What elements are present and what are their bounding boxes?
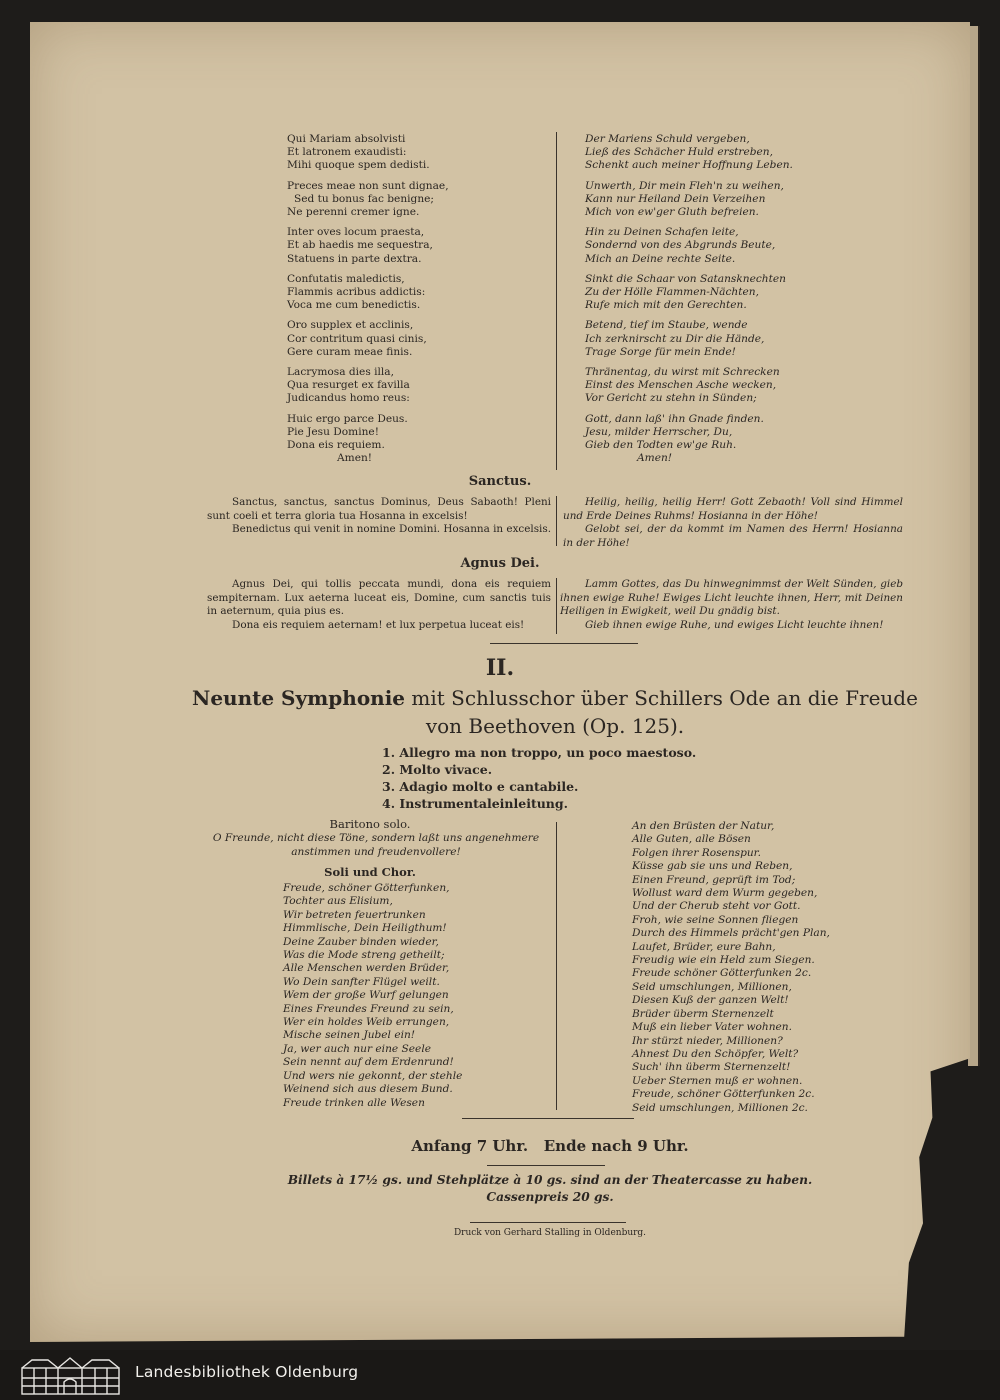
- stanza: [287, 413, 537, 466]
- ode-line: Laufet, Brüder, eure Bahn,: [632, 940, 776, 953]
- ode-line: Wo Dein sanfter Flügel weilt.: [283, 975, 440, 988]
- sanctus-latin: [207, 496, 551, 537]
- agnus-german: [560, 578, 903, 632]
- verse-line: Rufe mich mit den Gerechten.: [585, 299, 747, 312]
- agnus-title: Agnus Dei.: [460, 556, 540, 571]
- stanza: [585, 133, 885, 173]
- verse-line: Gere curam meae finis.: [287, 345, 413, 358]
- verse-line: Jesu, milder Herrscher, Du,: [585, 425, 733, 438]
- stanza: [287, 133, 537, 173]
- ode-line: Folgen ihrer Rosenspur.: [632, 846, 761, 859]
- section-rule: [487, 1165, 605, 1166]
- ode-line: Freudig wie ein Held zum Siegen.: [632, 954, 815, 967]
- stanza: [585, 180, 885, 220]
- ode-line: Ueber Sternen muß er wohnen.: [632, 1074, 803, 1087]
- ode-right-column: [632, 820, 882, 1115]
- ticket-info: [170, 1172, 930, 1206]
- baritone-label: Baritono solo.: [329, 817, 411, 831]
- column-divider: [556, 822, 557, 1110]
- latin-verses: [287, 133, 537, 472]
- ode-line: Eines Freundes Freund zu sein,: [283, 1002, 454, 1015]
- ode-line: Seid umschlungen, Millionen 2c.: [632, 1101, 808, 1114]
- movement-item: 3. Adagio molto e cantabile.: [382, 779, 579, 794]
- movement-list: [382, 744, 696, 812]
- symphony-composer: von Beethoven (Op. 125).: [425, 714, 685, 738]
- ode-line: Alle Guten, alle Bösen: [632, 833, 751, 846]
- concert-times: Anfang 7 Uhr. Ende nach 9 Uhr.: [411, 1137, 689, 1155]
- verse-line: Mihi quoque spem dedisti.: [287, 159, 430, 172]
- verse-line: Trage Sorge für mein Ende!: [585, 345, 736, 358]
- verse-line: Dona eis requiem.: [287, 439, 385, 452]
- stanza: [585, 319, 885, 359]
- verse-line: Qua resurget ex favilla: [287, 379, 410, 392]
- verse-line: Unwerth, Dir mein Fleh'n zu weihen,: [585, 179, 784, 192]
- ode-line: Ahnest Du den Schöpfer, Welt?: [632, 1047, 799, 1060]
- sanctus-latin-2: Benedictus qui venit in nomine Domini. Hosanna in excelsis.: [232, 523, 552, 535]
- ode-line: Ja, wer auch nur eine Seele: [283, 1042, 431, 1055]
- movement-item: 1. Allegro ma non troppo, un poco maestoso.: [382, 745, 697, 760]
- verse-line: Confutatis maledictis,: [287, 272, 405, 285]
- ode-line: Alle Menschen werden Brüder,: [283, 962, 450, 975]
- verse-line: Zu der Hölle Flammen-Nächten,: [585, 286, 759, 299]
- verse-line: Mich an Deine rechte Seite.: [585, 252, 736, 265]
- ode-line: Ihr stürzt nieder, Millionen?: [632, 1034, 783, 1047]
- agnus-german-2: Gieb ihnen ewige Ruhe, und ewiges Licht leuchte ihnen!: [585, 618, 884, 631]
- verse-line: Judicandus homo reus:: [287, 392, 410, 405]
- verse-line: Cor contritum quasi cinis,: [287, 332, 427, 345]
- agnus-latin: [207, 578, 551, 632]
- ode-line: Freude, schöner Götterfunken,: [283, 882, 450, 894]
- section-rule: [462, 1118, 634, 1119]
- library-footer: [0, 1350, 1000, 1400]
- verse-line: Ließ des Schächer Huld erstreben,: [585, 146, 773, 159]
- ode-left-column: [283, 882, 553, 1110]
- verse-line: Thränentag, du wirst mit Schrecken: [585, 366, 780, 379]
- ode-line: Muß ein lieber Vater wohnen.: [632, 1021, 792, 1034]
- library-building-icon: [18, 1356, 123, 1396]
- symphony-title: [150, 686, 960, 710]
- section-rule: [490, 643, 638, 644]
- stanza: [287, 180, 537, 220]
- sanctus-title: Sanctus.: [468, 474, 532, 489]
- stanza: [585, 226, 885, 266]
- verse-line: Amen!: [337, 452, 373, 465]
- verse-line: Schenkt auch meiner Hoffnung Leben.: [585, 159, 793, 172]
- library-name: Landesbibliothek Oldenburg: [135, 1363, 359, 1381]
- ode-line: Freude schöner Götterfunken 2c.: [632, 967, 812, 980]
- ode-line: Wir betreten feuertrunken: [283, 908, 426, 921]
- verse-line: Vor Gericht zu stehn in Sünden;: [585, 392, 757, 405]
- stanza: [287, 366, 537, 406]
- column-divider: [556, 132, 557, 470]
- verse-line: Sondernd von des Abgrunds Beute,: [585, 239, 776, 252]
- baritone-text-1: O Freunde, nicht diese Töne, sondern laßt uns angenehmere: [212, 832, 540, 844]
- verse-line: Ne perenni cremer igne.: [287, 206, 420, 219]
- sanctus-latin-1: Sanctus, sanctus, sanctus Dominus, Deus Sabaoth! Pleni sunt coeli et terra gloria tua Hosanna in excelsis!: [207, 496, 551, 522]
- baritone-text: [190, 832, 562, 859]
- printer-imprint: Druck von Gerhard Stalling in Oldenburg.: [453, 1228, 647, 1238]
- ode-line: Durch des Himmels prächt'gen Plan,: [632, 927, 830, 940]
- baritone-text-2: anstimmen und freudenvollere!: [291, 845, 461, 858]
- stanza: [287, 319, 537, 359]
- ode-line: Froh, wie seine Sonnen fliegen: [632, 913, 799, 926]
- ode-line: Freude, schöner Götterfunken 2c.: [632, 1088, 815, 1101]
- stanza: [287, 226, 537, 266]
- stanza: [585, 273, 885, 313]
- verse-line: Voca me cum benedictis.: [287, 299, 421, 312]
- verse-line: Et latronem exaudisti:: [287, 146, 407, 159]
- stanza: [585, 366, 885, 406]
- ode-line: Freude trinken alle Wesen: [283, 1096, 425, 1109]
- verse-line: Sinkt die Schaar von Satansknechten: [585, 272, 786, 285]
- verse-line: Hin zu Deinen Schafen leite,: [585, 226, 739, 239]
- ode-line: Wer ein holdes Weib errungen,: [283, 1016, 450, 1029]
- ticket-info-2: Cassenpreis 20 gs.: [486, 1190, 614, 1204]
- verse-line: Oro supplex et acclinis,: [287, 319, 414, 332]
- verse-line: Kann nur Heiland Dein Verzeihen: [585, 192, 766, 205]
- verse-line: Betend, tief im Staube, wende: [585, 319, 748, 332]
- verse-line: Der Mariens Schuld vergeben,: [585, 133, 750, 145]
- verse-line: Preces meae non sunt dignae,: [287, 179, 449, 192]
- sanctus-german-1: Heilig, heilig, heilig Herr! Gott Zebaoth! Voll sind Himmel und Erde Deines Ruhms! Hosianna in der Höhe!: [563, 496, 903, 522]
- ode-line: Brüder überm Sternenzelt: [632, 1007, 774, 1020]
- verse-line: Mich von ew'ger Gluth befreien.: [585, 206, 759, 219]
- verse-line: Et ab haedis me sequestra,: [287, 239, 433, 252]
- ode-line: Wem der große Wurf gelungen: [283, 989, 449, 1002]
- ode-line: Einen Freund, geprüft im Tod;: [632, 873, 796, 886]
- verse-line: Sed tu bonus fac benigne;: [294, 192, 434, 205]
- symphony-title-rest: mit Schlusschor über Schillers Ode an die Freude: [411, 686, 918, 710]
- verse-line: Ich zerknirscht zu Dir die Hände,: [585, 332, 765, 345]
- ode-line: Sein nennt auf dem Erdenrund!: [283, 1056, 454, 1069]
- ode-line: An den Brüsten der Natur,: [632, 820, 775, 832]
- movement-item: 2. Molto vivace.: [382, 762, 493, 777]
- ode-line: Diesen Kuß der ganzen Welt!: [632, 994, 789, 1007]
- ode-line: Deine Zauber binden wieder,: [283, 935, 439, 948]
- stanza: [287, 273, 537, 313]
- ode-line: Und wers nie gekonnt, der stehle: [283, 1069, 463, 1082]
- verse-line: Statuens in parte dextra.: [287, 252, 422, 265]
- ode-line: Such' ihn überm Sternenzelt!: [632, 1061, 791, 1074]
- ode-line: Himmlische, Dein Heiligthum!: [283, 922, 447, 935]
- ticket-info-1: Billets à 17½ gs. und Stehplätze à 10 gs. sind an der Theatercasse zu haben.: [287, 1173, 813, 1187]
- verse-line: Einst des Menschen Asche wecken,: [585, 379, 777, 392]
- ode-line: Tochter aus Elisium,: [283, 895, 393, 908]
- symphony-title-bold: Neunte Symphonie: [192, 686, 406, 710]
- part-numeral: II.: [485, 655, 515, 681]
- ode-line: Und der Cherub steht vor Gott.: [632, 900, 801, 913]
- sanctus-german: [563, 496, 903, 550]
- verse-line: Lacrymosa dies illa,: [287, 366, 394, 379]
- verse-line: Gott, dann laß' ihn Gnade finden.: [585, 412, 764, 425]
- german-verses: [585, 133, 885, 472]
- verse-line: Amen!: [637, 452, 673, 465]
- verse-line: Huic ergo parce Deus.: [287, 412, 408, 425]
- verse-line: Qui Mariam absolvisti: [287, 133, 406, 145]
- ode-line: Küsse gab sie uns und Reben,: [632, 860, 793, 873]
- verse-line: Flammis acribus addictis:: [287, 286, 426, 299]
- verse-line: Gieb den Todten ew'ge Ruh.: [585, 439, 737, 452]
- chorus-label: Soli und Chor.: [324, 865, 416, 879]
- verse-line: Inter oves locum praesta,: [287, 226, 425, 239]
- column-divider: [556, 496, 557, 546]
- ode-line: Was die Mode streng getheilt;: [283, 949, 445, 962]
- section-rule: [470, 1222, 626, 1223]
- ode-line: Weinend sich aus diesem Bund.: [283, 1083, 453, 1096]
- agnus-german-1: Lamm Gottes, das Du hinwegnimmst der Welt Sünden, gieb ihnen ewige Ruhe! Ewiges Licht leuchte ihnen, Herr, mit Deinen Heiligen in Ewigkeit, weil Du gnädig bist.: [560, 578, 903, 617]
- stanza: [585, 413, 885, 466]
- ode-line: Mische seinen Jubel ein!: [283, 1029, 416, 1042]
- verse-line: Pie Jesu Domine!: [287, 425, 379, 438]
- movement-item: 4. Instrumentaleinleitung.: [382, 796, 568, 811]
- agnus-latin-1: Agnus Dei, qui tollis peccata mundi, dona eis requiem sempiternam. Lux aeterna luceat eis, Domine, cum sanctis tuis in aeternum, quia pius es.: [207, 578, 551, 617]
- column-divider: [556, 578, 557, 634]
- agnus-latin-2: Dona eis requiem aeternam! et lux perpetua luceat eis!: [232, 618, 525, 631]
- ode-line: Wollust ward dem Wurm gegeben,: [632, 887, 818, 900]
- ode-line: Seid umschlungen, Millionen,: [632, 980, 792, 993]
- sanctus-german-2: Gelobt sei, der da kommt im Namen des Herrn! Hosianna in der Höhe!: [563, 523, 903, 549]
